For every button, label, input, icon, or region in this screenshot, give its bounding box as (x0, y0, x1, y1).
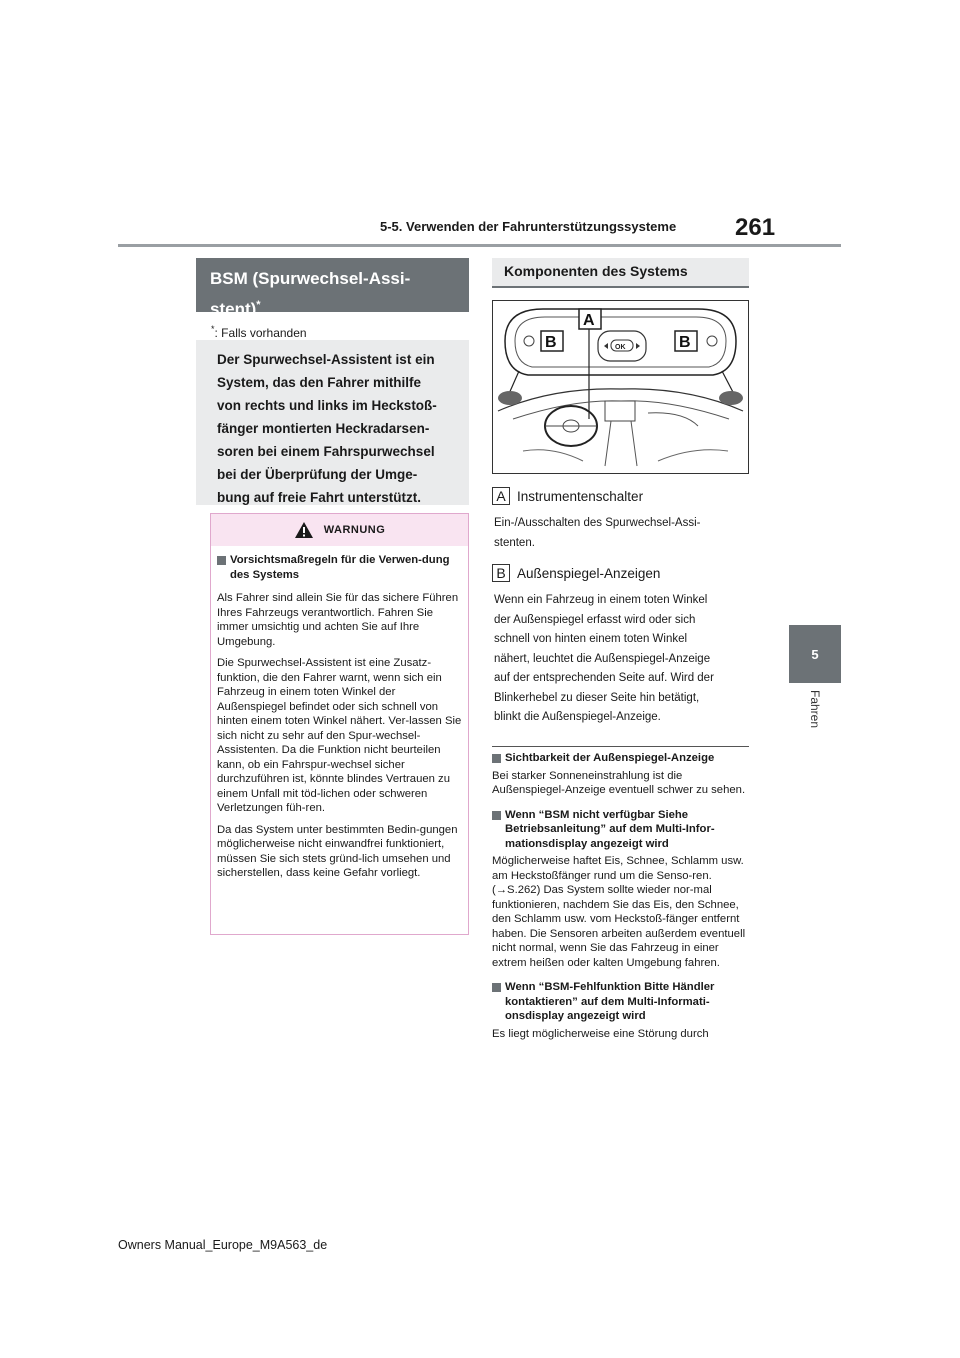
footnote-asterisk: * (211, 324, 215, 334)
note-text: Bei starker Sonneneinstrahlung ist die Außenspiegel-Anzeige eventuell schwer zu sehen. (492, 769, 746, 796)
square-bullet-icon (492, 983, 501, 992)
header-rule (118, 244, 841, 247)
intro-line: fänger montierten Heckradarsen- (217, 421, 430, 436)
components-heading: Komponenten des Systems (492, 258, 749, 288)
dashboard-illustration (492, 300, 749, 474)
chapter-label-text: Fahren (808, 690, 822, 729)
square-bullet-icon (492, 811, 501, 820)
item-b-line: blinkt die Außenspiegel-Anzeige. (494, 711, 661, 723)
item-b-title: Außenspiegel-Anzeigen (517, 565, 661, 581)
section-divider (492, 746, 749, 747)
notes-block (492, 751, 749, 1048)
warning-paragraph: Die Spurwechsel-Assistent ist eine Zusatz-funktion, die den Fahrer warnt, wenn sich ein Fahrzeug in einem toten Winkel der Außenspiegel befindet oder sich schnell von hinten einem toten Winkel nähert. Ver-lassen Sie sich nicht zu sehr auf den Spur-wechsel-Assistenten. Da die Funktion nicht beurteilen kann, ob ein Fahrspur-wechsel sicher durchzuführen ist, könnte blindes Vertrauen zu einem Unfall mit töd-lichen oder schweren Verletzungen füh-ren. (217, 657, 462, 814)
warning-body (211, 546, 468, 881)
item-b-line: der Außenspiegel erfasst wird oder sich (494, 613, 696, 626)
heading-asterisk: * (256, 299, 261, 311)
item-b-line: schnell von hinten einem toten Winkel (494, 633, 688, 645)
warning-box (210, 513, 469, 935)
note-heading: Sichtbarkeit der Außenspiegel-Anzeige (492, 751, 749, 766)
item-b-line: Wenn ein Fahrzeug in einem toten Winkel (494, 594, 708, 606)
item-a-description (494, 514, 749, 553)
item-b-line: Blinkerhebel zu dieser Seite hin betätigt, (494, 691, 700, 704)
intro-box (196, 340, 469, 505)
warning-bullet (217, 553, 462, 582)
page-number: 261 (735, 214, 776, 241)
item-b-label (492, 564, 660, 582)
note-heading: Wenn “BSM-Fehlfunktion Bitte Händler kontaktieren” auf dem Multi-Informati-onsdisplay angezeigt wird (492, 980, 749, 1024)
ok-button-label: OK (615, 344, 626, 351)
note-text: Möglicherweise haftet Eis, Schnee, Schlamm usw. am Heckstoßfänger rund um die Senso-ren. (→S.262) Das System sollte wieder nor-mal funktionieren, nachdem Sie das Eis, den Schnee, den Schlamm usw. vom Heckstoß-fänger entfernt haben. Die Sensoren arbeiten außerdem eventuell nicht normal, wenn Sie das Fahrzeug in einer extrem heißen oder kalten Umgebung fahren. (492, 855, 746, 969)
warning-bullet-text: Vorsichtsmaßregeln für die Verwen-dung des Systems (230, 554, 450, 581)
intro-line: bei der Überprüfung der Umge- (217, 467, 418, 482)
item-b-letter: B (492, 564, 510, 582)
bsm-heading-line1: BSM (Spurwechsel-Assi- (210, 269, 411, 288)
item-b-line: nähert, leuchtet die Außenspiegel-Anzeige (494, 652, 711, 665)
footnote-text: : Falls vorhanden (214, 326, 307, 340)
note-text: Es liegt möglicherweise eine Störung durch (492, 1027, 709, 1040)
intro-line: bung auf freie Fahrt unterstützt. (217, 490, 421, 505)
warning-label: WARNUNG (323, 524, 386, 536)
warning-paragraph: Als Fahrer sind allein Sie für das sichere Führen Ihres Fahrzeugs verantwortlich. Fahren Sie immer umsichtig und achten Sie auf Ihre Umgebung. (217, 592, 459, 648)
bsm-heading (196, 258, 469, 319)
chapter-tab[interactable] (789, 625, 841, 683)
item-a-line: stenten. (494, 536, 535, 549)
warning-paragraph: Da das System unter bestimmten Bedin-gungen möglicherweise nicht einwandfrei funktioniert, müssen Sie sich stets gründ-lich umsehen und sicherstellen, dass keine Gefahr vorliegt. (217, 823, 458, 879)
illus-label-b-left: B (545, 334, 557, 351)
dashboard-drawing (493, 301, 748, 473)
warning-triangle-icon (294, 521, 314, 539)
item-a-line: Ein-/Ausschalten des Spurwechsel-Assi- (494, 517, 701, 529)
chapter-label (789, 690, 841, 728)
square-bullet-icon (217, 556, 226, 565)
chapter-number: 5 (811, 646, 819, 662)
item-a-title: Instrumentenschalter (517, 488, 644, 504)
intro-line: soren bei einem Fahrspurwechsel (217, 444, 435, 459)
section-title: 5-5. Verwenden der Fahrunterstützungssysteme (380, 219, 677, 234)
footer-doc-id: Owners Manual_Europe_M9A563_de (118, 1238, 328, 1252)
note-heading: Wenn “BSM nicht verfügbar Siehe Betriebsanleitung” auf dem Multi-Infor-mationsdisplay angezeigt wird (492, 808, 749, 852)
item-a-letter: A (492, 487, 510, 505)
item-b-line: auf der entsprechenden Seite auf. Wird der (494, 672, 714, 684)
intro-line: von rechts und links im Heckstoß- (217, 398, 437, 413)
item-b-description (494, 591, 749, 728)
square-bullet-icon (492, 754, 501, 763)
item-a-label (492, 487, 643, 505)
footnote (211, 324, 307, 340)
intro-line: System, das den Fahrer mithilfe (217, 375, 422, 390)
illus-label-b-right: B (679, 334, 691, 351)
intro-line: Der Spurwechsel-Assistent ist ein (217, 352, 435, 367)
bsm-heading-line2: stent)* (210, 299, 261, 319)
illus-label-a: A (583, 312, 595, 329)
warning-header (211, 514, 468, 546)
